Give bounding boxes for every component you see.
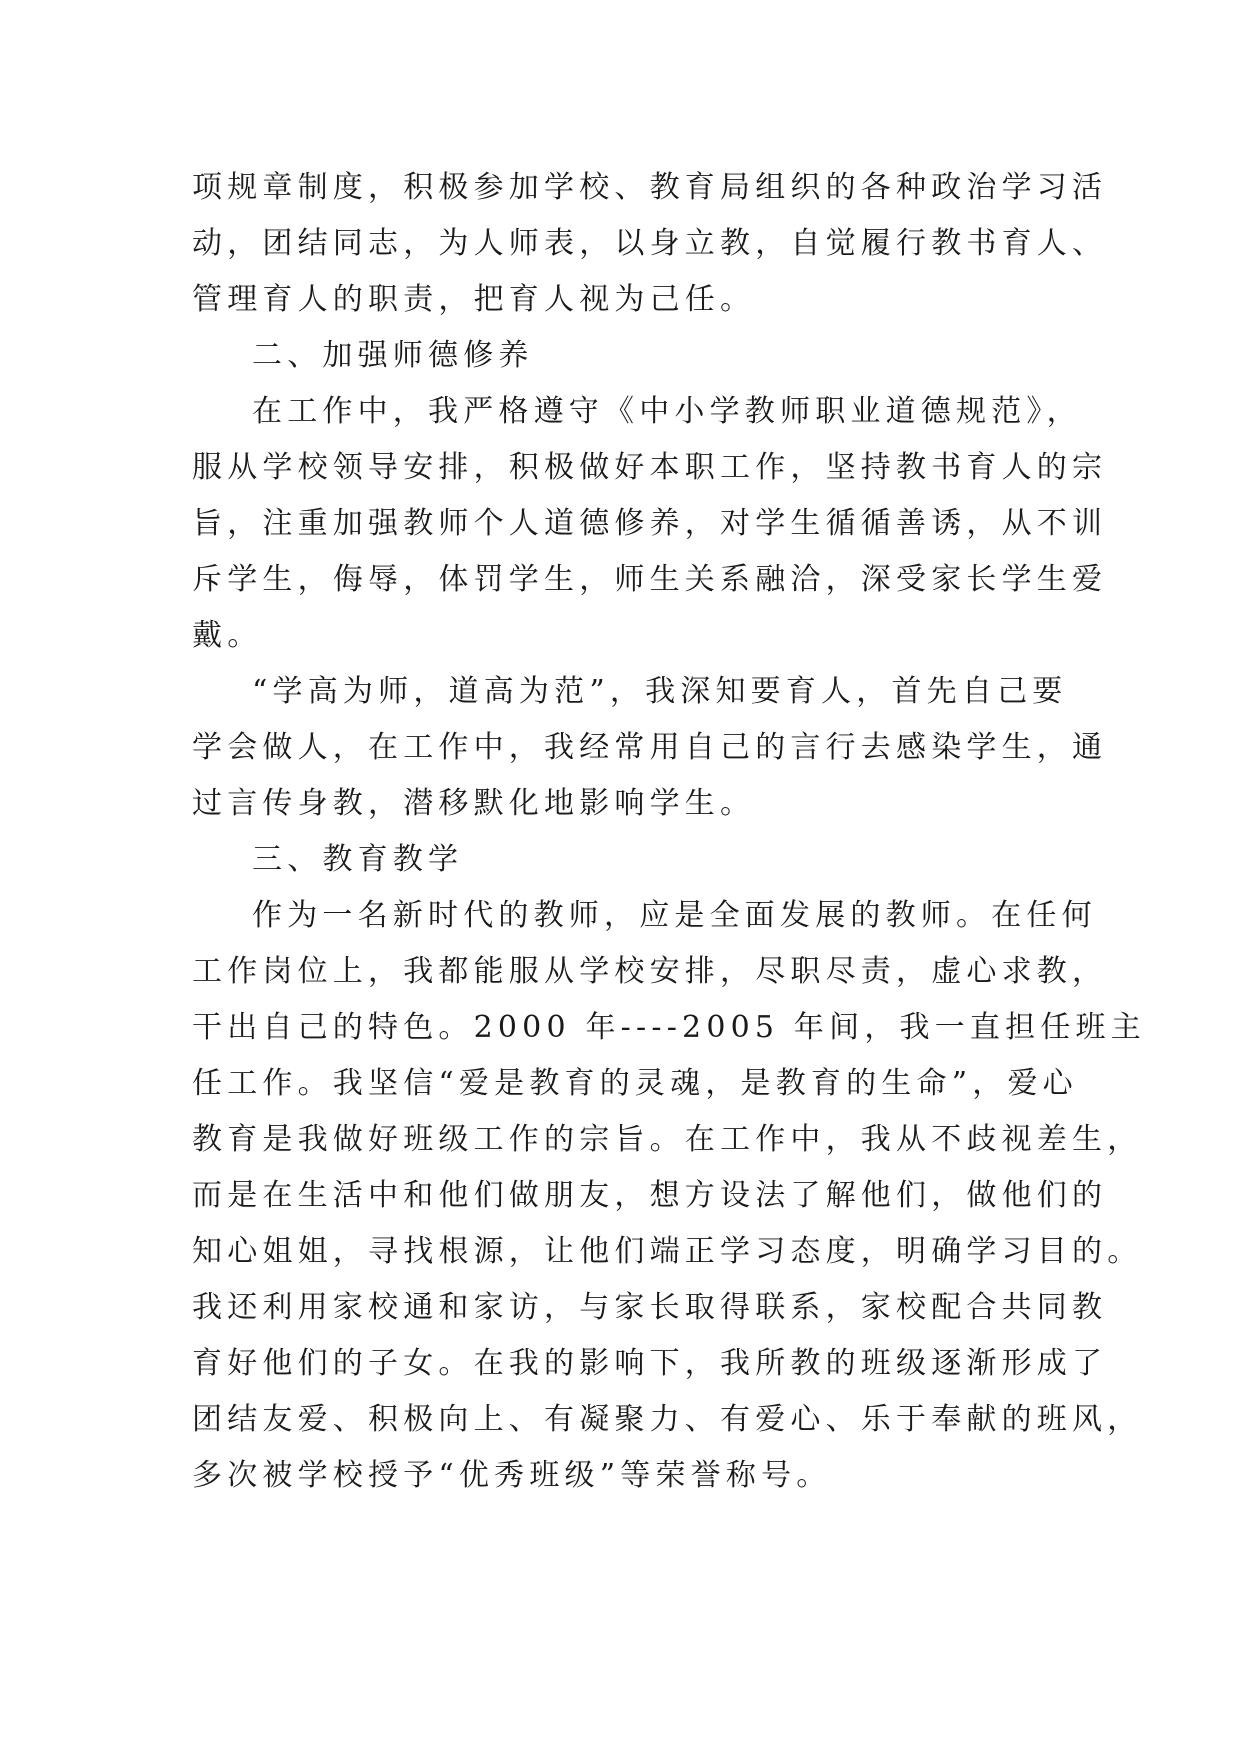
paragraph-line: 在工作中，我严格遵守《中小学教师职业道德规范》， bbox=[252, 394, 1082, 429]
paragraph-line: 工作岗位上，我都能服从学校安排，尽职尽责，虚心求教， bbox=[192, 954, 1108, 989]
paragraph-line: 服从学校领导安排，积极做好本职工作，坚持教书育人的宗 bbox=[192, 450, 1108, 485]
paragraph-line: 管理育人的职责，把育人视为己任。 bbox=[192, 282, 756, 317]
paragraph-line: 戴。 bbox=[192, 618, 263, 653]
paragraph-line: 动，团结同志，为人师表，以身立教，自觉履行教书育人、 bbox=[192, 226, 1108, 261]
paragraph-line: 知心姐姐，寻找根源，让他们端正学习态度，明确学习目的。 bbox=[192, 1234, 1143, 1269]
paragraph-line: 团结友爱、积极向上、有凝聚力、有爱心、乐于奉献的班风， bbox=[192, 1402, 1143, 1437]
paragraph-line: 干出自己的特色。2000 年----2005 年间，我一直担任班主 bbox=[192, 1010, 1146, 1045]
paragraph-line: 旨，注重加强教师个人道德修养，对学生循循善诱，从不训 bbox=[192, 506, 1108, 541]
paragraph-line: 多次被学校授予“优秀班级”等荣誉称号。 bbox=[192, 1458, 832, 1493]
paragraph-line: 任工作。我坚信“爱是教育的灵魂，是教育的生命”，爱心 bbox=[192, 1066, 1078, 1101]
paragraph-line: 我还利用家校通和家访，与家长取得联系，家校配合共同教 bbox=[192, 1290, 1108, 1325]
paragraph-line: 教育是我做好班级工作的宗旨。在工作中，我从不歧视差生， bbox=[192, 1122, 1143, 1157]
paragraph-line: 学会做人，在工作中，我经常用自己的言行去感染学生，通 bbox=[192, 730, 1108, 765]
paragraph-line: “学高为师，道高为范”，我深知要育人，首先自己要 bbox=[252, 674, 1068, 709]
paragraph-line: 而是在生活中和他们做朋友，想方设法了解他们，做他们的 bbox=[192, 1178, 1108, 1213]
paragraph-line: 作为一名新时代的教师，应是全面发展的教师。在任何 bbox=[252, 898, 1097, 933]
paragraph-line: 过言传身教，潜移默化地影响学生。 bbox=[192, 786, 756, 821]
paragraph-line: 项规章制度，积极参加学校、教育局组织的各种政治学习活 bbox=[192, 170, 1108, 205]
paragraph-line: 斥学生，侮辱，体罚学生，师生关系融洽，深受家长学生爱 bbox=[192, 562, 1108, 597]
paragraph-line: 育好他们的子女。在我的影响下，我所教的班级逐渐形成了 bbox=[192, 1346, 1108, 1381]
section-heading: 三、教育教学 bbox=[252, 842, 464, 877]
section-heading: 二、加强师德修养 bbox=[252, 338, 534, 373]
